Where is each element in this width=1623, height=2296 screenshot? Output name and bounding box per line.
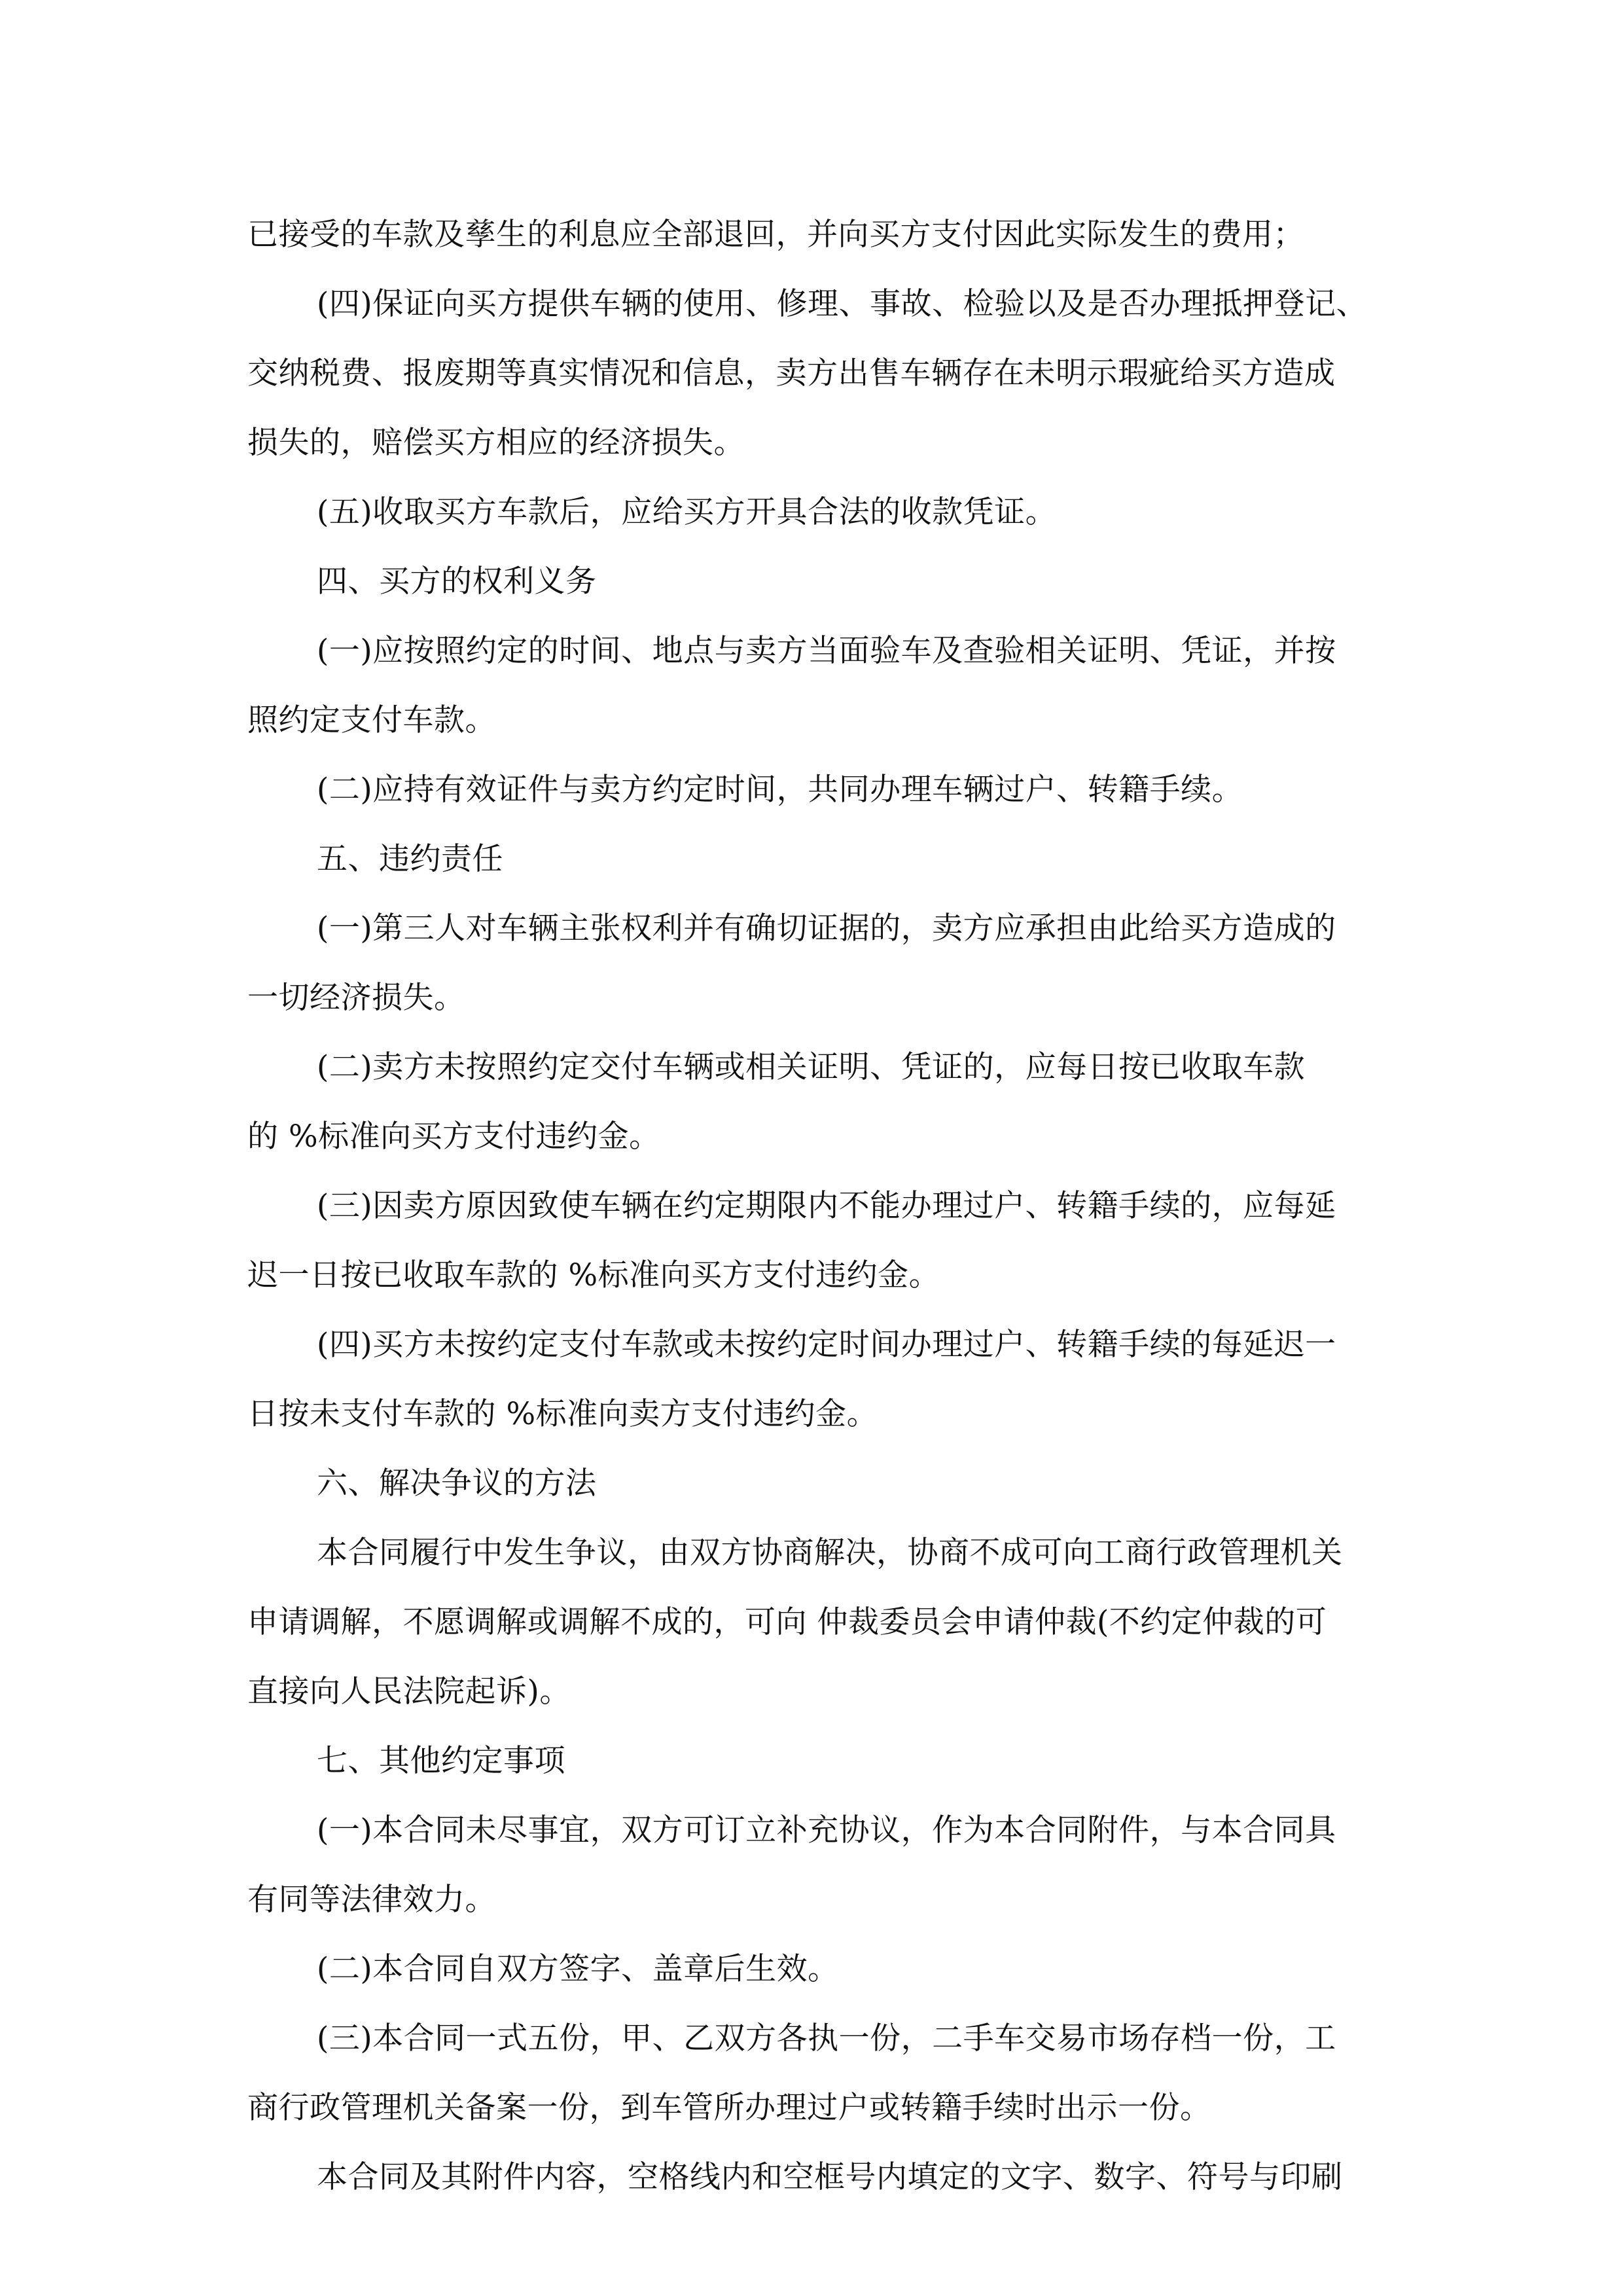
text-line: 商行政管理机关备案一份，到车管所办理过户或转籍手续时出示一份。 bbox=[247, 2090, 1211, 2126]
text-line: 迟一日按已收取车款的 %标准向买方支付违约金。 bbox=[247, 1257, 940, 1293]
text-line: 日按未支付车款的 %标准向卖方支付违约金。 bbox=[247, 1396, 878, 1432]
text-line: (二)本合同自双方签字、盖章后生效。 bbox=[317, 1951, 839, 1987]
text-line: (一)本合同未尽事宜，双方可订立补充协议，作为本合同附件，与本合同具 bbox=[317, 1812, 1336, 1848]
text-line: (一)第三人对车辆主张权利并有确切证据的，卖方应承担由此给买方造成的 bbox=[317, 910, 1336, 946]
text-line: 照约定支付车款。 bbox=[247, 702, 496, 738]
text-line: (五)收取买方车款后，应给买方开具合法的收款凭证。 bbox=[317, 494, 1057, 530]
text-line: 一切经济损失。 bbox=[247, 980, 465, 1016]
section-heading: 四、买方的权利义务 bbox=[317, 564, 597, 600]
text-line: (二)卖方未按照约定交付车辆或相关证明、凭证的，应每日按已收取车款 bbox=[317, 1049, 1306, 1085]
text-line: (三)因卖方原因致使车辆在约定期限内不能办理过户、转籍手续的，应每延 bbox=[317, 1188, 1336, 1224]
text-line: (四)保证向买方提供车辆的使用、修理、事故、检验以及是否办理抵押登记、 bbox=[317, 286, 1368, 322]
text-line: 本合同履行中发生争议，由双方协商解决，协商不成可向工商行政管理机关 bbox=[317, 1535, 1343, 1571]
document-body bbox=[247, 200, 1425, 2212]
text-line: 申请调解，不愿调解或调解不成的，可向 仲裁委员会申请仲裁(不约定仲裁的可 bbox=[247, 1604, 1327, 1640]
text-line: (三)本合同一式五份，甲、乙双方各执一份，二手车交易市场存档一份，工 bbox=[317, 2020, 1336, 2056]
text-line: (一)应按照约定的时间、地点与卖方当面验车及查验相关证明、凭证，并按 bbox=[317, 633, 1336, 669]
text-line: (四)买方未按约定支付车款或未按约定时间办理过户、转籍手续的每延迟一 bbox=[317, 1327, 1336, 1363]
text-line: 损失的，赔偿买方相应的经济损失。 bbox=[247, 425, 745, 461]
text-line: 有同等法律效力。 bbox=[247, 1882, 496, 1918]
text-line: 交纳税费、报废期等真实情况和信息，卖方出售车辆存在未明示瑕疵给买方造成 bbox=[247, 355, 1336, 391]
text-line: (二)应持有效证件与卖方约定时间，共同办理车辆过户、转籍手续。 bbox=[317, 772, 1243, 808]
text-line: 直接向人民法院起诉)。 bbox=[247, 1674, 571, 1710]
section-heading: 七、其他约定事项 bbox=[317, 1743, 565, 1779]
text-line: 已接受的车款及孳生的利息应全部退回，并向买方支付因此实际发生的费用； bbox=[247, 217, 1304, 253]
text-line: 本合同及其附件内容，空格线内和空框号内填定的文字、数字、符号与印刷 bbox=[317, 2159, 1343, 2195]
text-line: 的 %标准向买方支付违约金。 bbox=[247, 1119, 660, 1155]
section-heading: 五、违约责任 bbox=[317, 841, 503, 877]
section-heading: 六、解决争议的方法 bbox=[317, 1465, 597, 1501]
